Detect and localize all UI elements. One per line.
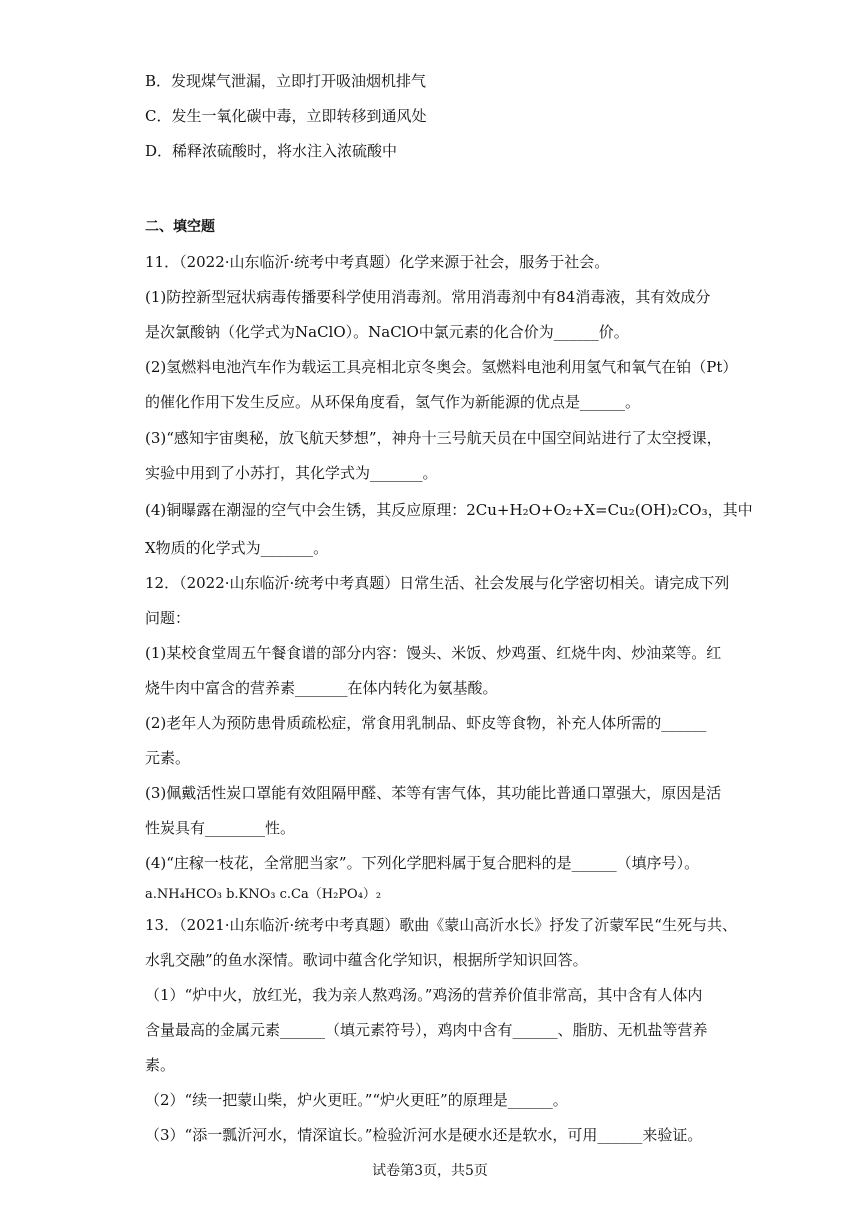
question-text-line: 问题： (145, 609, 191, 627)
question-12-title: 12．（2022·山东临沂·统考中考真题）日常生活、社会发展与化学密切相关。请完成下列 (145, 574, 730, 592)
question-text-line: (1)防控新型冠状病毒传播要科学使用消毒剂。常用消毒剂中有84消毒液，其有效成分 (145, 288, 711, 306)
option-d: D．稀释浓硫酸时，将水注入浓硫酸中 (145, 142, 398, 160)
question-text-line: 性炭具有________性。 (145, 819, 296, 837)
question-text-line: (4)铜曝露在潮湿的空气中会生锈，其反应原理：2Cu+H₂O+O₂+X=Cu₂(OH)₂CO₃，其中 (145, 501, 753, 519)
question-text-line: 是次氯酸钠（化学式为NaClO）。NaClO中氯元素的化合价为______价。 (145, 323, 629, 341)
question-text-line: 的催化作用下发生反应。从环保角度看，氢气作为新能源的优点是______。 (145, 393, 641, 411)
question-text-line: (1)某校食堂周五午餐食谱的部分内容：馒头、米饭、炒鸡蛋、红烧牛肉、炒油菜等。红 (145, 644, 722, 662)
section-heading: 二、填空题 (145, 219, 215, 235)
question-13-title: 13．（2021·山东临沂·统考中考真题）歌曲《蒙山高沂水长》抒发了沂蒙军民“生死与共、 (145, 916, 737, 934)
question-text-line: （1）“炉中火，放红光，我为亲人熬鸡汤。”鸡汤的营养价值非常高，其中含有人体内 (145, 986, 703, 1004)
question-text-line: (2)氢燃料电池汽车作为载运工具亮相北京冬奥会。氢燃料电池利用氢气和氧气在铂（Pt） (145, 358, 738, 376)
answer-options: a.NH₄HCO₃ b.KNO₃ c.Ca（H₂PO₄）₂ (145, 887, 382, 902)
question-11-title: 11．（2022·山东临沂·统考中考真题）化学来源于社会，服务于社会。 (145, 253, 610, 271)
question-text-line: X物质的化学式为_______。 (145, 539, 329, 557)
question-text-line: 烧牛肉中富含的营养素_______在体内转化为氨基酸。 (145, 679, 498, 697)
question-text-line: (2)老年人为预防患骨质疏松症，常食用乳制品、虾皮等食物，补充人体所需的______ (145, 714, 707, 732)
question-text-line: 素。 (145, 1056, 176, 1074)
page-footer: 试卷第3页，共5页 (372, 1163, 488, 1179)
question-text-line: (3)佩戴活性炭口罩能有效阻隔甲醛、苯等有害气体，其功能比普通口罩强大，原因是活 (145, 784, 722, 802)
option-b: B．发现煤气泄漏，立即打开吸油烟机排气 (145, 72, 427, 90)
question-text-line: 实验中用到了小苏打，其化学式为_______。 (145, 464, 438, 482)
question-text-line: 水乳交融”的鱼水深情。歌词中蕴含化学知识，根据所学知识回答。 (145, 951, 588, 969)
question-text-line: 含量最高的金属元素______（填元素符号），鸡肉中含有______、脂肪、无机盐等营养 (145, 1021, 708, 1039)
question-text-line: (3)“感知宇宙奥秘，放飞航天梦想”，神舟十三号航天员在中国空间站进行了太空授课， (145, 429, 722, 447)
question-text-line: （2）“续一把蒙山柴，炉火更旺。”“炉火更旺”的原理是______。 (145, 1091, 568, 1109)
option-c: C．发生一氧化碳中毒，立即转移到通风处 (145, 107, 427, 125)
question-text-line: （3）“添一瓢沂河水，情深谊长。”检验沂河水是硬水还是软水，可用______来验证。 (145, 1126, 703, 1144)
question-text-line: (4)“庄稼一枝花，全常肥当家”。下列化学肥料属于复合肥料的是______（填序号）。 (145, 854, 700, 872)
question-text-line: 元素。 (145, 749, 191, 767)
